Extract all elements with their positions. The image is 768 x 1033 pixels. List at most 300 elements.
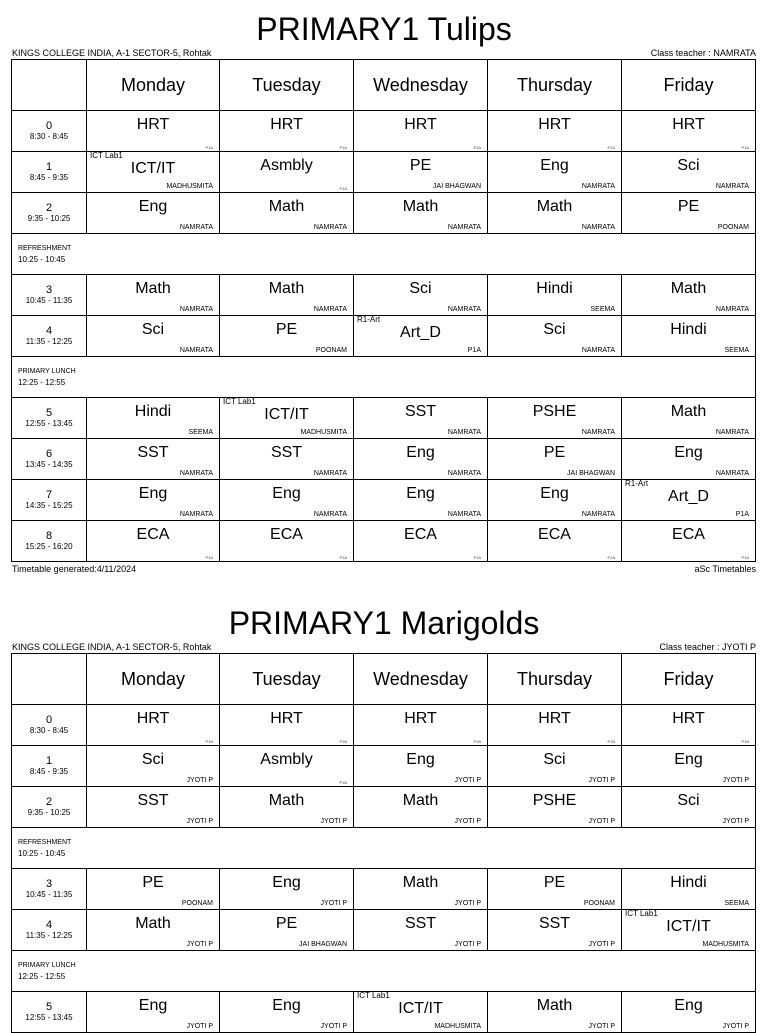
- period-time: 15:25 - 16:20: [25, 542, 73, 551]
- teacher-label: JYOTI P: [454, 900, 481, 907]
- period-time: 9:35 - 10:25: [27, 808, 71, 817]
- lesson-cell: [622, 869, 756, 910]
- lesson-cell: [220, 111, 354, 152]
- lesson-cell: [354, 480, 488, 521]
- lesson-cell: [220, 992, 354, 1033]
- class-mark: P1A: [205, 145, 213, 150]
- lesson-cell: [354, 521, 488, 562]
- teacher-label: NAMRATA: [715, 306, 749, 313]
- teacher-label: JYOTI P: [186, 941, 213, 948]
- subject-label: Art_D: [400, 324, 441, 341]
- day-header: Monday: [87, 60, 220, 111]
- lesson-cell: [87, 398, 220, 439]
- lesson-cell: [622, 398, 756, 439]
- teacher-label: NAMRATA: [313, 470, 347, 477]
- break-time: 12:25 - 12:55: [18, 378, 66, 387]
- timetable-grid: [11, 653, 756, 1033]
- period-cell: [12, 316, 87, 357]
- lesson-cell: [488, 316, 622, 357]
- lesson-cell: [622, 193, 756, 234]
- subject-label: Sci: [543, 321, 566, 338]
- lesson-cell: [220, 193, 354, 234]
- subject-label: Math: [268, 280, 305, 297]
- teacher-label: MADHUSMITA: [300, 429, 347, 436]
- lesson-cell: [220, 439, 354, 480]
- break-time: 10:25 - 10:45: [18, 255, 66, 264]
- lesson-cell: [87, 111, 220, 152]
- subject-label: Sci: [677, 157, 700, 174]
- day-header: Wednesday: [354, 60, 488, 111]
- lesson-cell: [354, 705, 488, 746]
- period-time: 10:45 - 11:35: [25, 890, 73, 899]
- teacher-label: NAMRATA: [581, 429, 615, 436]
- teacher-label: JAI BHAGWAN: [567, 470, 615, 477]
- teacher-label: NAMRATA: [179, 470, 213, 477]
- period-number: 1: [45, 755, 53, 767]
- subject-label: SST: [270, 444, 303, 461]
- teacher-label: NAMRATA: [715, 429, 749, 436]
- subject-label: Eng: [674, 751, 703, 768]
- period-number: 3: [45, 878, 53, 890]
- lesson-cell: [354, 152, 488, 193]
- subject-label: PSHE: [532, 403, 577, 420]
- period-time: 8:30 - 8:45: [29, 132, 69, 141]
- teacher-label: NAMRATA: [581, 511, 615, 518]
- lesson-cell: [354, 992, 488, 1033]
- lesson-cell: [622, 439, 756, 480]
- teacher-label: JYOTI P: [454, 818, 481, 825]
- room-label: ICT Lab1: [223, 397, 256, 406]
- subject-label: PSHE: [532, 792, 577, 809]
- day-header-row: [12, 654, 756, 705]
- lesson-cell: [354, 746, 488, 787]
- subject-label: HRT: [404, 116, 437, 133]
- lesson-cell: [87, 705, 220, 746]
- class-mark: P1B: [339, 739, 347, 744]
- period-row: [12, 787, 756, 828]
- class-mark: P1B: [741, 739, 749, 744]
- period-cell: [12, 480, 87, 521]
- subject-label: Eng: [406, 444, 435, 461]
- lesson-cell: [87, 275, 220, 316]
- subject-label: HRT: [270, 116, 303, 133]
- day-header: Monday: [87, 654, 220, 705]
- teacher-label: MADHUSMITA: [702, 941, 749, 948]
- corner-cell: [12, 60, 87, 111]
- break-label: PRIMARY LUNCH: [18, 962, 76, 969]
- teacher-label: NAMRATA: [179, 224, 213, 231]
- break-time: 12:25 - 12:55: [18, 972, 66, 981]
- lesson-cell: [354, 193, 488, 234]
- period-number: 2: [45, 202, 53, 214]
- teacher-label: NAMRATA: [447, 306, 481, 313]
- lesson-cell: [354, 316, 488, 357]
- class-mark: P1B: [339, 780, 347, 785]
- period-row: [12, 910, 756, 951]
- subject-label: Eng: [272, 997, 301, 1014]
- lesson-cell: [622, 787, 756, 828]
- subject-label: Asmbly: [260, 157, 313, 174]
- subject-label: SST: [404, 403, 437, 420]
- lesson-cell: [622, 111, 756, 152]
- lesson-cell: [220, 152, 354, 193]
- teacher-label: NAMRATA: [447, 511, 481, 518]
- lesson-cell: [488, 910, 622, 951]
- period-number: 4: [45, 919, 53, 931]
- period-time: 11:35 - 12:25: [25, 337, 73, 346]
- day-header: Tuesday: [220, 654, 354, 705]
- lesson-cell: [622, 275, 756, 316]
- teacher-label: NAMRATA: [581, 224, 615, 231]
- period-cell: [12, 275, 87, 316]
- subject-label: ECA: [270, 526, 303, 543]
- period-cell: [12, 787, 87, 828]
- lesson-cell: [354, 869, 488, 910]
- teacher-label: SEEMA: [724, 347, 749, 354]
- period-time: 9:35 - 10:25: [27, 214, 71, 223]
- subject-label: Math: [268, 198, 305, 215]
- subject-label: Hindi: [670, 321, 707, 338]
- day-header: Thursday: [488, 60, 622, 111]
- subject-label: Art_D: [668, 488, 709, 505]
- teacher-label: JYOTI P: [320, 900, 347, 907]
- teacher-label: JYOTI P: [588, 941, 615, 948]
- class-mark: P1B: [607, 739, 615, 744]
- subject-label: ECA: [538, 526, 571, 543]
- teacher-label: JYOTI P: [722, 777, 749, 784]
- teacher-label: JYOTI P: [588, 1023, 615, 1030]
- subject-label: Math: [670, 403, 707, 420]
- subject-label: Math: [536, 997, 573, 1014]
- class-mark: P1A: [339, 186, 347, 191]
- lesson-cell: [622, 152, 756, 193]
- class-mark: P1A: [473, 145, 481, 150]
- teacher-label: JYOTI P: [722, 818, 749, 825]
- subject-label: ECA: [404, 526, 437, 543]
- room-label: ICT Lab1: [357, 991, 390, 1000]
- break-cell: [12, 828, 756, 869]
- subject-label: Eng: [138, 485, 168, 502]
- subject-label: HRT: [404, 710, 437, 727]
- subject-label: Math: [135, 280, 171, 297]
- period-cell: [12, 439, 87, 480]
- period-number: 7: [45, 489, 53, 501]
- lesson-cell: [622, 480, 756, 521]
- subject-label: Eng: [674, 444, 703, 461]
- subject-label: ECA: [672, 526, 705, 543]
- subject-label: Eng: [272, 485, 301, 502]
- period-row: [12, 521, 756, 562]
- class-mark: P1A: [741, 555, 749, 560]
- lesson-cell: [622, 910, 756, 951]
- period-time: 12:55 - 13:45: [25, 1013, 73, 1022]
- lesson-cell: [220, 398, 354, 439]
- subject-label: Math: [402, 874, 439, 891]
- lesson-cell: [488, 193, 622, 234]
- lesson-cell: [488, 152, 622, 193]
- lesson-cell: [87, 439, 220, 480]
- period-time: 12:55 - 13:45: [25, 419, 73, 428]
- teacher-label: SEEMA: [724, 900, 749, 907]
- period-number: 0: [45, 714, 53, 726]
- subject-label: SST: [404, 915, 437, 932]
- room-label: ICT Lab1: [625, 909, 658, 918]
- class-mark: P1A: [339, 145, 347, 150]
- lesson-cell: [87, 193, 220, 234]
- period-number: 2: [45, 796, 53, 808]
- break-time: 10:25 - 10:45: [18, 849, 66, 858]
- period-row: [12, 869, 756, 910]
- lesson-cell: [354, 398, 488, 439]
- class-mark: P1A: [741, 145, 749, 150]
- teacher-label: MADHUSMITA: [434, 1023, 481, 1030]
- period-time: 11:35 - 12:25: [25, 931, 73, 940]
- teacher-label: NAMRATA: [715, 470, 749, 477]
- subject-label: PE: [409, 157, 432, 174]
- subject-label: Asmbly: [260, 751, 313, 768]
- teacher-label: NAMRATA: [715, 183, 749, 190]
- period-time: 13:45 - 14:35: [25, 460, 73, 469]
- period-cell: [12, 111, 87, 152]
- day-header: Tuesday: [220, 60, 354, 111]
- day-header: Thursday: [488, 654, 622, 705]
- lesson-cell: [622, 316, 756, 357]
- period-number: 8: [45, 530, 53, 542]
- lesson-cell: [220, 521, 354, 562]
- day-header-row: [12, 60, 756, 111]
- teacher-label: JYOTI P: [186, 1023, 213, 1030]
- subject-label: SST: [538, 915, 571, 932]
- lesson-cell: [488, 787, 622, 828]
- lesson-cell: [488, 746, 622, 787]
- lesson-cell: [354, 787, 488, 828]
- lesson-cell: [488, 439, 622, 480]
- teacher-label: P1A: [467, 347, 481, 354]
- subject-label: SST: [137, 444, 169, 461]
- subject-label: HRT: [538, 710, 571, 727]
- lesson-cell: [622, 521, 756, 562]
- subject-label: PE: [677, 198, 700, 215]
- class-mark: P1A: [339, 555, 347, 560]
- lesson-cell: [87, 992, 220, 1033]
- teacher-label: JYOTI P: [454, 941, 481, 948]
- subject-label: Math: [135, 915, 171, 932]
- lesson-cell: [220, 705, 354, 746]
- break-label: REFRESHMENT: [18, 839, 72, 846]
- teacher-label: MADHUSMITA: [166, 183, 213, 190]
- subject-label: HRT: [672, 710, 705, 727]
- subject-label: ECA: [136, 526, 170, 543]
- lesson-cell: [87, 869, 220, 910]
- school-name: KINGS COLLEGE INDIA, A-1 SECTOR-5, Rohtak: [12, 642, 212, 652]
- software-credit: aSc Timetables: [694, 564, 756, 574]
- period-cell: [12, 705, 87, 746]
- teacher-label: NAMRATA: [581, 183, 615, 190]
- period-cell: [12, 992, 87, 1033]
- lesson-cell: [220, 869, 354, 910]
- lesson-cell: [622, 746, 756, 787]
- period-cell: [12, 398, 87, 439]
- break-cell: [12, 234, 756, 275]
- lesson-cell: [87, 787, 220, 828]
- lesson-cell: [354, 111, 488, 152]
- teacher-label: SEEMA: [188, 429, 213, 436]
- lesson-cell: [488, 521, 622, 562]
- generated-date: Timetable generated:4/11/2024: [12, 564, 137, 574]
- teacher-label: JAI BHAGWAN: [299, 941, 347, 948]
- subject-label: Hindi: [536, 280, 573, 297]
- subject-label: Math: [268, 792, 305, 809]
- lesson-cell: [87, 746, 220, 787]
- break-label: REFRESHMENT: [18, 245, 72, 252]
- teacher-label: NAMRATA: [179, 511, 213, 518]
- teacher-label: NAMRATA: [447, 429, 481, 436]
- lesson-cell: [622, 705, 756, 746]
- teacher-label: JYOTI P: [722, 1023, 749, 1030]
- subject-label: PE: [543, 874, 566, 891]
- subject-label: Sci: [141, 321, 165, 338]
- period-time: 8:45 - 9:35: [29, 173, 69, 182]
- teacher-label: JYOTI P: [588, 818, 615, 825]
- subject-label: HRT: [136, 116, 170, 133]
- room-label: R1-Art: [625, 479, 649, 488]
- subject-label: ICT/IT: [666, 918, 711, 935]
- lesson-cell: [87, 521, 220, 562]
- period-row: [12, 746, 756, 787]
- period-time: 14:35 - 15:25: [25, 501, 73, 510]
- period-number: 1: [45, 161, 53, 173]
- subject-label: HRT: [136, 710, 170, 727]
- period-time: 10:45 - 11:35: [25, 296, 73, 305]
- teacher-label: NAMRATA: [179, 347, 213, 354]
- lesson-cell: [488, 275, 622, 316]
- class-mark: P1A: [607, 145, 615, 150]
- teacher-label: JYOTI P: [186, 777, 213, 784]
- teacher-label: JYOTI P: [588, 777, 615, 784]
- period-number: 6: [45, 448, 53, 460]
- period-row: [12, 480, 756, 521]
- period-time: 8:45 - 9:35: [29, 767, 69, 776]
- lesson-cell: [220, 316, 354, 357]
- period-row: [12, 316, 756, 357]
- lesson-cell: [354, 275, 488, 316]
- subject-label: Math: [670, 280, 707, 297]
- period-row: [12, 705, 756, 746]
- lesson-cell: [488, 480, 622, 521]
- teacher-label: POONAM: [717, 224, 749, 231]
- subject-label: ICT/IT: [398, 1000, 443, 1017]
- subject-label: Eng: [406, 751, 435, 768]
- period-row: [12, 275, 756, 316]
- subject-label: PE: [275, 321, 298, 338]
- break-row: [12, 357, 756, 398]
- subject-label: PE: [142, 874, 164, 891]
- teacher-label: P1A: [735, 511, 749, 518]
- lesson-cell: [622, 992, 756, 1033]
- subject-label: HRT: [672, 116, 705, 133]
- period-cell: [12, 746, 87, 787]
- period-cell: [12, 193, 87, 234]
- room-label: ICT Lab1: [90, 151, 123, 160]
- period-row: [12, 152, 756, 193]
- period-cell: [12, 910, 87, 951]
- subject-label: Hindi: [134, 403, 172, 420]
- school-name: KINGS COLLEGE INDIA, A-1 SECTOR-5, Rohtak: [12, 48, 212, 58]
- day-header: Friday: [622, 654, 756, 705]
- subject-label: Math: [402, 198, 439, 215]
- teacher-label: NAMRATA: [581, 347, 615, 354]
- timetable-title: PRIMARY1 Tulips: [256, 11, 512, 47]
- period-number: 0: [45, 120, 53, 132]
- teacher-label: JYOTI P: [454, 777, 481, 784]
- room-label: R1-Art: [357, 315, 381, 324]
- subject-label: Eng: [138, 198, 168, 215]
- class-mark: P1B: [473, 739, 481, 744]
- break-row: [12, 234, 756, 275]
- class-mark: P1A: [205, 555, 213, 560]
- lesson-cell: [220, 480, 354, 521]
- teacher-label: JYOTI P: [320, 1023, 347, 1030]
- subject-label: Eng: [406, 485, 435, 502]
- day-header: Friday: [622, 60, 756, 111]
- subject-label: Eng: [674, 997, 703, 1014]
- subject-label: ICT/IT: [264, 406, 309, 423]
- teacher-label: NAMRATA: [179, 306, 213, 313]
- class-teacher: Class teacher : JYOTI P: [659, 642, 756, 652]
- break-row: [12, 828, 756, 869]
- break-row: [12, 951, 756, 992]
- lesson-cell: [220, 275, 354, 316]
- subject-label: HRT: [270, 710, 303, 727]
- period-time: 8:30 - 8:45: [29, 726, 69, 735]
- subject-label: Math: [536, 198, 573, 215]
- period-row: [12, 398, 756, 439]
- class-mark: P1A: [607, 555, 615, 560]
- subject-label: Hindi: [670, 874, 707, 891]
- lesson-cell: [87, 480, 220, 521]
- break-cell: [12, 357, 756, 398]
- period-number: 5: [45, 1001, 53, 1013]
- subject-label: Eng: [272, 874, 301, 891]
- teacher-label: JYOTI P: [320, 818, 347, 825]
- teacher-label: NAMRATA: [313, 306, 347, 313]
- subject-label: Eng: [540, 485, 569, 502]
- subject-label: ICT/IT: [130, 160, 176, 177]
- lesson-cell: [488, 111, 622, 152]
- lesson-cell: [220, 910, 354, 951]
- period-row: [12, 439, 756, 480]
- class-mark: P1B: [205, 739, 213, 744]
- subject-label: PE: [543, 444, 566, 461]
- teacher-label: POONAM: [181, 900, 213, 907]
- lesson-cell: [488, 705, 622, 746]
- subject-label: Sci: [543, 751, 566, 768]
- lesson-cell: [87, 152, 220, 193]
- lesson-cell: [87, 316, 220, 357]
- lesson-cell: [220, 787, 354, 828]
- lesson-cell: [488, 869, 622, 910]
- subject-label: Sci: [677, 792, 700, 809]
- class-teacher: Class teacher : NAMRATA: [650, 48, 756, 58]
- period-cell: [12, 521, 87, 562]
- lesson-cell: [488, 398, 622, 439]
- subject-label: PE: [275, 915, 298, 932]
- subject-label: Math: [402, 792, 439, 809]
- subject-label: Sci: [141, 751, 165, 768]
- teacher-label: POONAM: [583, 900, 615, 907]
- lesson-cell: [488, 992, 622, 1033]
- teacher-label: JYOTI P: [186, 818, 213, 825]
